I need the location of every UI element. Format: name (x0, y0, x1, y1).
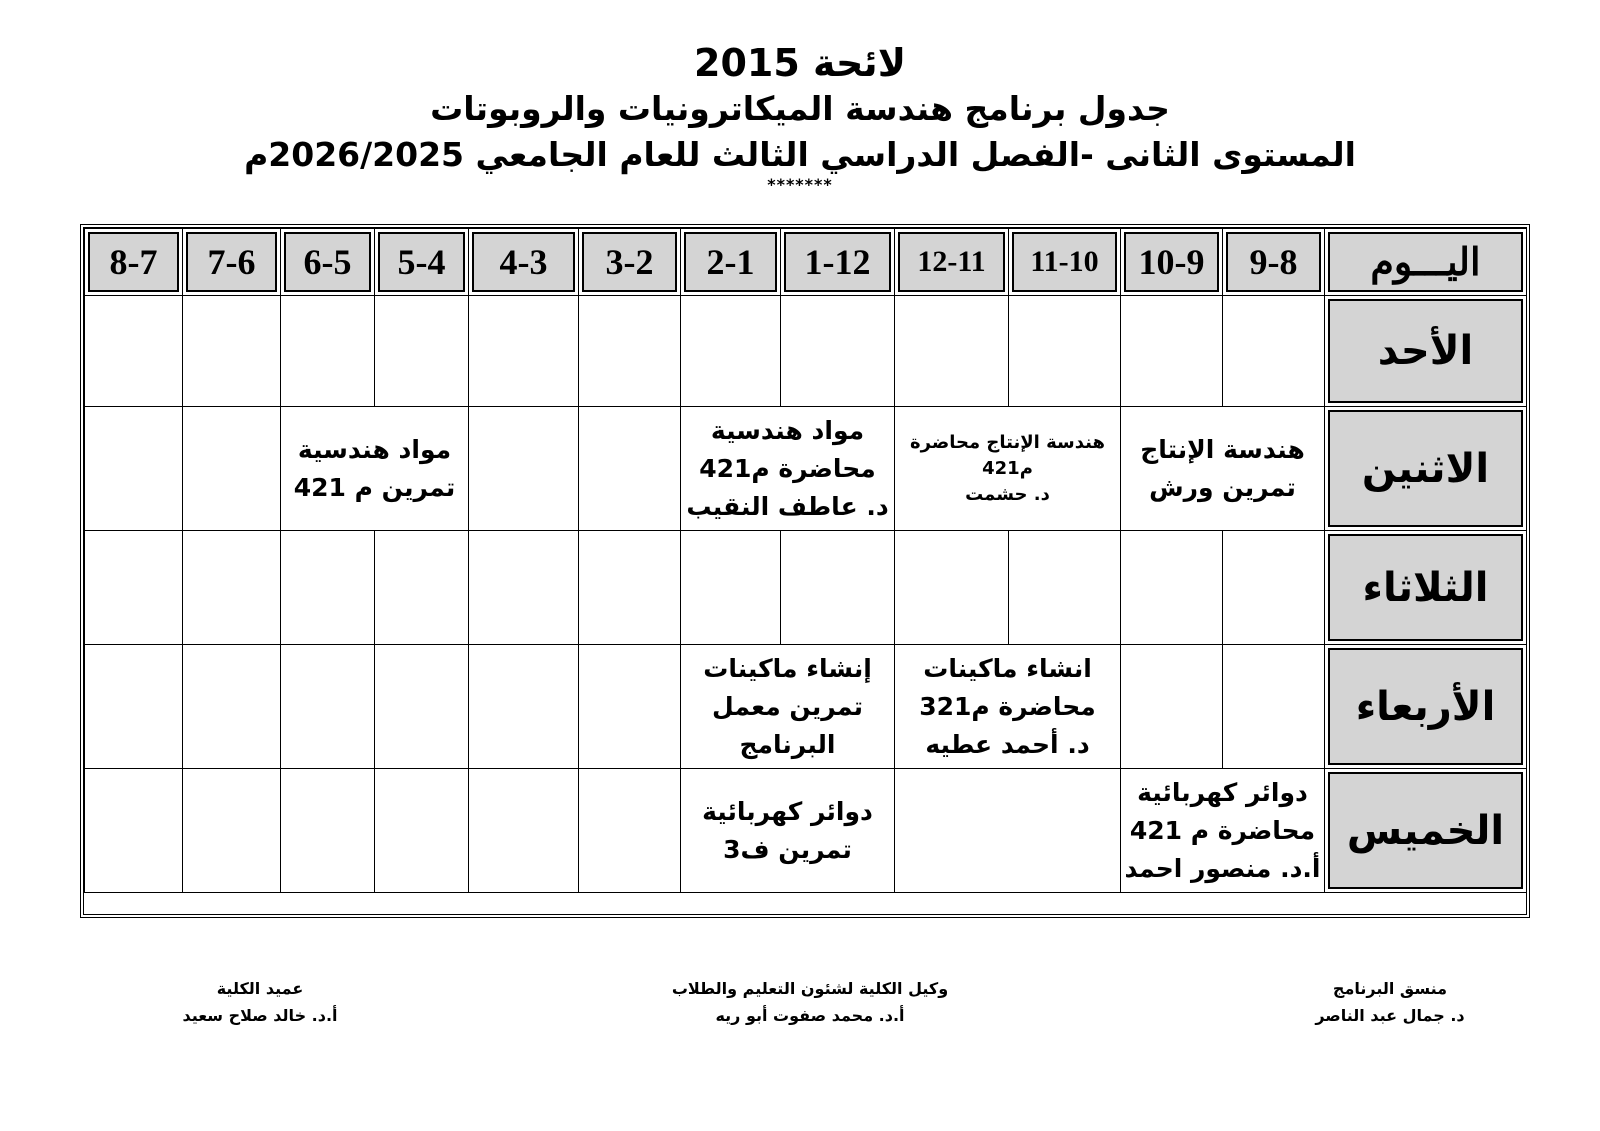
signature-name: أ.د. خالد صلاح سعيد (182, 1006, 338, 1025)
empty-cell (579, 769, 681, 893)
empty-cell (469, 645, 579, 769)
time-slot-header: 12-11 (895, 229, 1009, 296)
empty-cell (681, 296, 781, 407)
session-info: تمرين ورش (1149, 472, 1296, 502)
empty-cell (895, 769, 1121, 893)
instructor-name: د. عاطف النقيب (686, 491, 889, 521)
course-name: إنشاء ماكينات (703, 653, 872, 683)
empty-cell (85, 769, 183, 893)
time-slot-header: 10-9 (1121, 229, 1223, 296)
empty-cell (579, 645, 681, 769)
empty-cell (375, 769, 469, 893)
class-cell-machines-lecture (895, 645, 1121, 769)
day-label-monday: الاثنين (1325, 407, 1527, 531)
time-slot-header: 8-7 (85, 229, 183, 296)
day-column-header: اليـــوم (1325, 229, 1527, 296)
session-info: تمرين معمل (712, 691, 863, 721)
class-cell-circuits-tutorial (681, 769, 895, 893)
semester-title: المستوى الثانى -الفصل الدراسي الثالث للعام الجامعي 2026/2025م (244, 135, 1356, 174)
empty-cell (85, 407, 183, 531)
time-slot-header: 4-3 (469, 229, 579, 296)
empty-cell (375, 296, 469, 407)
session-info: م421 (982, 457, 1033, 479)
empty-cell (183, 531, 281, 645)
empty-cell (1223, 531, 1325, 645)
session-info: محاضرة م421 (699, 453, 876, 483)
empty-cell (781, 296, 895, 407)
empty-cell (895, 296, 1009, 407)
course-name: مواد هندسية (710, 415, 865, 445)
empty-cell (781, 531, 895, 645)
empty-cell (183, 296, 281, 407)
signature-name: أ.د. محمد صفوت أبو ريه (715, 1006, 905, 1025)
class-cell-production-tutorial (1121, 407, 1325, 531)
empty-cell (1223, 296, 1325, 407)
empty-cell (1121, 296, 1223, 407)
class-cell-machines-tutorial (681, 645, 895, 769)
title-separator: ******* (767, 175, 833, 194)
course-name: هندسة الإنتاج محاضرة (910, 431, 1105, 453)
schedule-table (84, 228, 1527, 893)
empty-cell (579, 531, 681, 645)
time-slot-header: 2-1 (681, 229, 781, 296)
session-info: محاضرة م 421 (1129, 815, 1316, 845)
empty-cell (281, 645, 375, 769)
time-slot-header: 3-2 (579, 229, 681, 296)
empty-cell (375, 645, 469, 769)
regulation-title: لائحة 2015 (694, 41, 906, 85)
signature-title: وكيل الكلية لشئون التعليم والطلاب (671, 979, 949, 998)
signature-title: منسق البرنامج (1332, 979, 1448, 998)
empty-cell (85, 531, 183, 645)
signature-name: د. جمال عبد الناصر (1315, 1006, 1465, 1025)
empty-cell (183, 407, 281, 531)
program-title: جدول برنامج هندسة الميكاترونيات والروبوتات (430, 89, 1170, 128)
day-label-tuesday: الثلاثاء (1325, 531, 1527, 645)
class-cell-materials-lecture (681, 407, 895, 531)
empty-cell (469, 296, 579, 407)
time-slot-header: 11-10 (1009, 229, 1121, 296)
instructor-name: د. حشمت (965, 483, 1050, 505)
empty-cell (85, 296, 183, 407)
time-slot-header: 1-12 (781, 229, 895, 296)
course-name: مواد هندسية (297, 434, 452, 464)
empty-cell (579, 407, 681, 531)
time-slot-header: 6-5 (281, 229, 375, 296)
table-row-monday (85, 407, 1527, 531)
empty-cell (1009, 296, 1121, 407)
empty-cell (281, 531, 375, 645)
empty-cell (375, 531, 469, 645)
signature-coordinator (1300, 975, 1480, 1029)
course-name: دوائر كهربائية (702, 796, 873, 826)
class-cell-materials-tutorial (281, 407, 469, 531)
empty-cell (281, 296, 375, 407)
document-title (0, 40, 1600, 192)
header-row (85, 229, 1527, 296)
empty-cell (681, 531, 781, 645)
time-slot-header: 9-8 (1223, 229, 1325, 296)
session-info: محاضرة م321 (919, 691, 1096, 721)
empty-cell (469, 531, 579, 645)
empty-cell (1121, 645, 1223, 769)
empty-cell (469, 769, 579, 893)
day-label-sunday: الأحد (1325, 296, 1527, 407)
session-info: تمرين م 421 (293, 472, 456, 502)
empty-cell (579, 296, 681, 407)
empty-cell (469, 407, 579, 531)
empty-cell (1121, 531, 1223, 645)
course-name: انشاء ماكينات (923, 653, 1092, 683)
signature-vice-dean (650, 975, 970, 1029)
empty-cell (281, 769, 375, 893)
signature-dean (170, 975, 350, 1029)
table-row-sunday (85, 296, 1527, 407)
session-location: البرنامج (739, 729, 836, 759)
time-slot-header: 5-4 (375, 229, 469, 296)
class-cell-production-lecture (895, 407, 1121, 531)
instructor-name: د. أحمد عطيه (925, 729, 1090, 759)
table-row-wednesday (85, 645, 1527, 769)
empty-cell (1009, 531, 1121, 645)
empty-cell (183, 769, 281, 893)
table-row-tuesday (85, 531, 1527, 645)
empty-cell (183, 645, 281, 769)
empty-cell (1223, 645, 1325, 769)
empty-cell (895, 531, 1009, 645)
empty-cell (85, 645, 183, 769)
course-name: هندسة الإنتاج (1140, 434, 1305, 464)
class-cell-circuits-lecture (1121, 769, 1325, 893)
signature-title: عميد الكلية (216, 979, 304, 998)
course-name: دوائر كهربائية (1137, 777, 1308, 807)
day-label-wednesday: الأربعاء (1325, 645, 1527, 769)
day-label-thursday: الخميس (1325, 769, 1527, 893)
time-slot-header: 7-6 (183, 229, 281, 296)
table-row-thursday (85, 769, 1527, 893)
instructor-name: أ.د. منصور احمد (1124, 853, 1321, 883)
session-info: تمرين ف3 (723, 834, 852, 864)
